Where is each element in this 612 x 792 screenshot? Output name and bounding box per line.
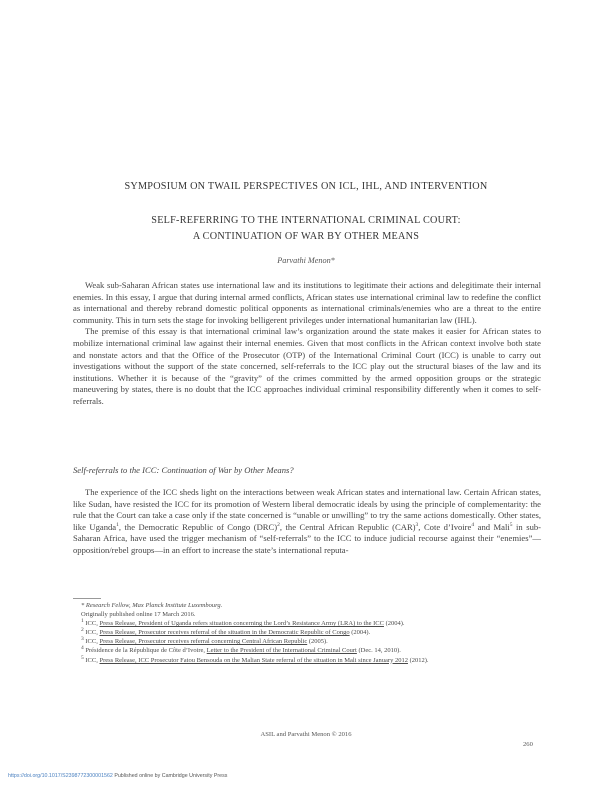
article-title (0, 213, 612, 245)
doi-publisher-note: Published online by Cambridge University Press (112, 773, 228, 779)
footnotes (81, 601, 541, 665)
footnote-2: $^2$ ICC, Press Release, Prosecutor receives referral of the situation in the Democratic Republic of Congo (2004). (81, 627, 371, 637)
footnote-published: Originally published online 17 March 2016. (81, 611, 196, 619)
footnote-5-link[interactable]: Press Release, ICC Prosecutor Fatou Bensouda on the Malian State referral of the situation in Mali since January 2012 (99, 656, 408, 664)
footnote-ref-1[interactable]: 1 (116, 521, 119, 528)
body-paragraph: The experience of the ICC sheds light on the interactions between weak African states and international law. Certain African states, like Sudan, have resisted the ICC for its promotion of Western liberal democratic ideals by using the principle of complementarity: the rule that the Court can take a case only if the state concerned is “unable or unwilling” to try the same actions domestically. Other states, like Uganda$^1$, the Democratic Republic of Congo (DRC)$^2$, the Central African Republic (CAR)$^3$, Cote d’Ivoire$^4$ and Mali$^5$ in sub-Saharan Africa, have used the trigger mechanism of “self-referrals” to the ICC to induce judicial recourse against their “enemies”—opposition/rebel groups—in an effort to increase the state’s international reputa- (73, 487, 542, 555)
body-section (73, 487, 541, 557)
footnote-author-affiliation: * Research Fellow, Max Planck Institute Luxembourg. (81, 602, 223, 609)
author-name: Parvathi Menon* (277, 256, 335, 265)
section-heading: Self-referrals to the ICC: Continuation of War by Other Means? (73, 465, 294, 475)
footnote-1-link[interactable]: Press Release, President of Uganda refers situation concerning the Lord’s Resistance Army (LRA) to the ICC (99, 620, 384, 628)
footnote-4-link[interactable]: Letter to the President of the International Criminal Court (206, 647, 357, 655)
title-line-1: SELF-REFERRING TO THE INTERNATIONAL CRIMINAL COURT: (151, 215, 461, 226)
copyright-notice: ASIL and Parvathi Menon © 2016 (260, 731, 352, 738)
symposium-heading: SYMPOSIUM ON TWAIL PERSPECTIVES ON ICL, IHL, AND INTERVENTION (124, 181, 488, 192)
doi-link[interactable]: https://doi.org/10.1017/S2398772300001562 (8, 773, 113, 779)
doi-footer (8, 773, 227, 779)
footnote-1: $^1$ ICC, Press Release, President of Uganda refers situation concerning the Lord’s Resistance Army (LRA) to the ICC (2004). (81, 618, 405, 628)
title-line-2: A CONTINUATION OF WAR BY OTHER MEANS (192, 231, 420, 242)
footnote-2-link[interactable]: Press Release, Prosecutor receives referral of the situation in the Democratic Republic of Congo (99, 629, 350, 637)
footnote-ref-4[interactable]: 4 (471, 521, 475, 528)
intro-paragraph-2: The premise of this essay is that international criminal law’s organization around the state makes it easier for African states to mobilize international criminal law against their internal enemies. Given that most conflicts in the African context involve both state and nonstate actors and that the Office of the Prosecutor (OTP) of the International Criminal Court (ICC) is unable to carry out investigations without the support of the state concerned, self-referrals to the ICC play out the structural biases of the law and its institutions. Whether it is because of the “gravity” of the crimes committed by the armed opposition groups or the strategic maneuvering by states, there is no doubt that the ICC approaches individual criminal responsibility differently when it comes to self-referrals. (73, 326, 541, 406)
page-number: 260 (523, 741, 533, 748)
footnote-3: $^3$ ICC, Press Release, Prosecutor receives referral concerning Central African Republic (2005). (81, 636, 328, 646)
intro-paragraph-1: Weak sub-Saharan African states use international law and its institutions to legitimate their actions and delegitimate their internal enemies. In this essay, I argue that during internal armed conflicts, African states use international criminal law to redefine the conflict as international and thereby rebrand domestic political opponents as international criminals/enemies who are a threat to the entire community. This in turn sets the stage for invoking belligerent privileges under international humanitarian law (IHL). (73, 280, 541, 325)
intro-section (73, 280, 541, 408)
footnote-ref-3[interactable]: 3 (415, 521, 419, 528)
footnote-5: $^5$ ICC, Press Release, ICC Prosecutor Fatou Bensouda on the Malian State referral of the situation in Mali since January 2012 (2012). (81, 654, 429, 664)
footnote-divider (73, 598, 101, 599)
footnote-ref-2[interactable]: 2 (277, 521, 280, 528)
footnote-3-link[interactable]: Press Release, Prosecutor receives referral concerning Central African Republic (99, 638, 308, 646)
footnote-ref-5[interactable]: 5 (509, 521, 513, 528)
footnote-4: $^4$ Présidence de la République de Côte d’Ivoire, Letter to the President of the International Criminal Court (Dec. 14, 2010). (81, 645, 401, 655)
